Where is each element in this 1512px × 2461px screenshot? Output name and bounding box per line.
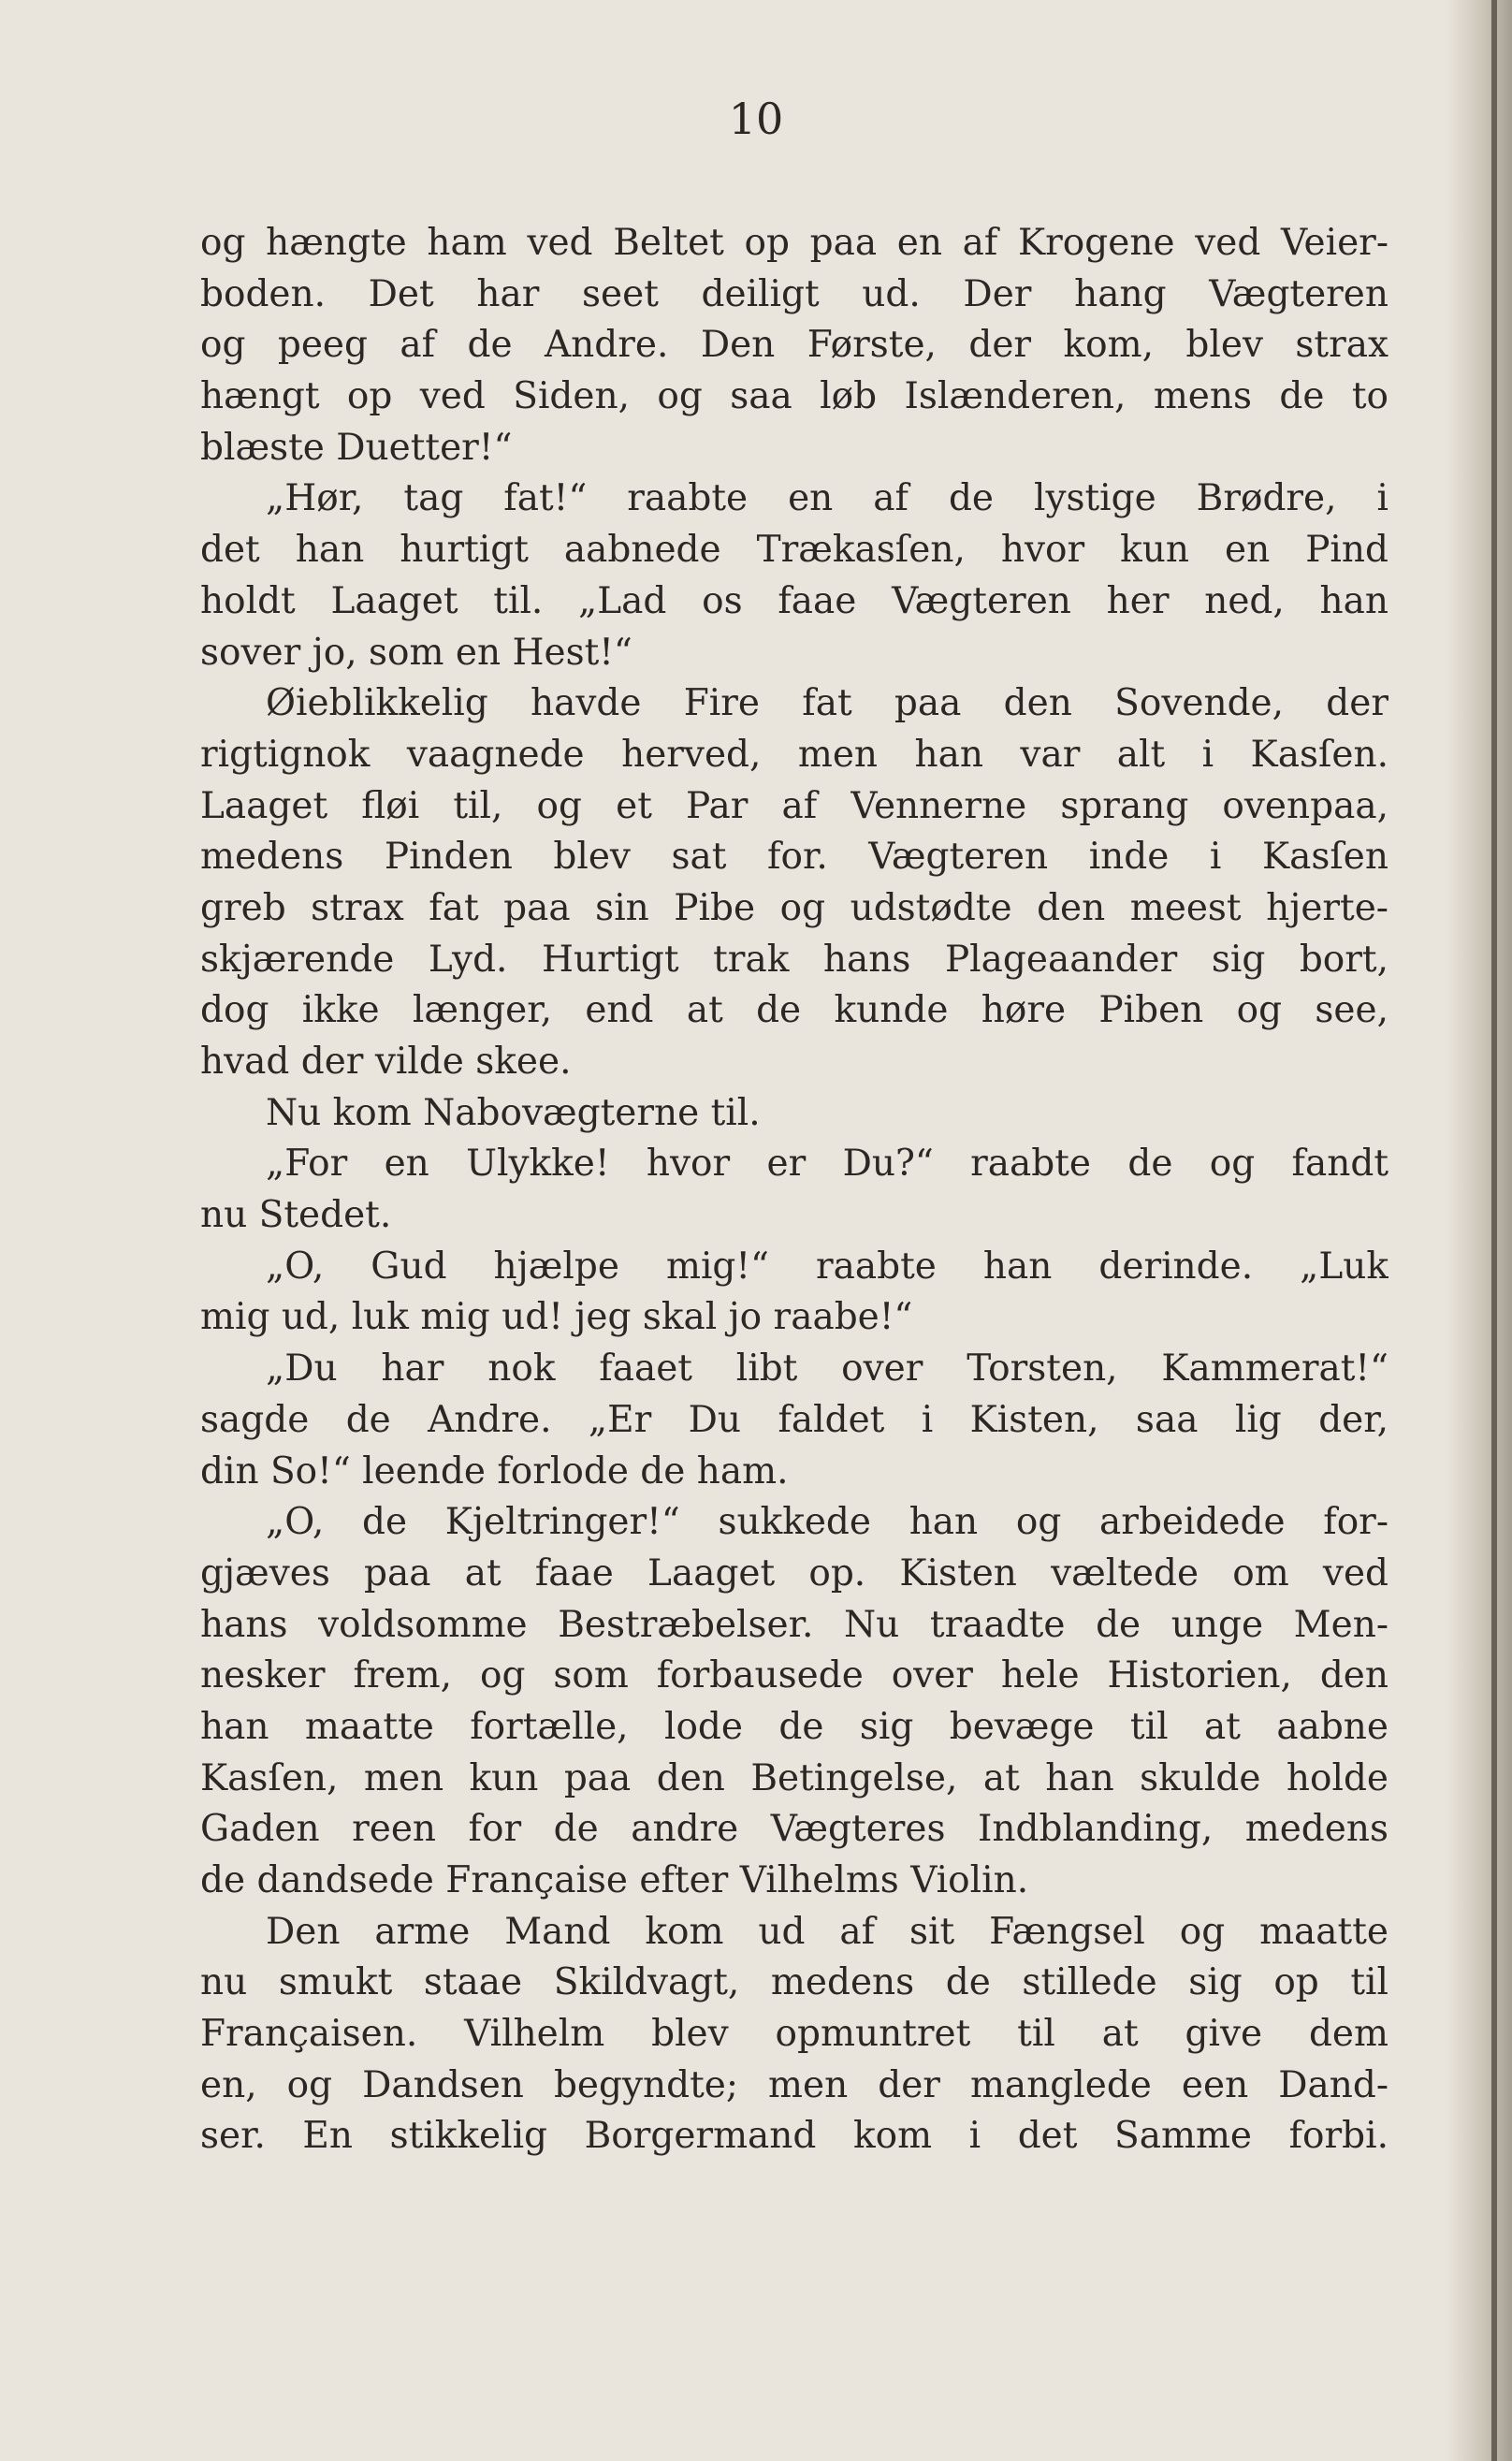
- text-line: Françaisen. Vilhelm blev opmuntret til at give dem: [200, 2013, 1388, 2056]
- text-line: han maatte fortælle, lode de sig bevæge til at aabne: [200, 1705, 1388, 1748]
- text-line: hans voldsomme Bestræbelser. Nu traadte de unge Men-: [200, 1603, 1388, 1646]
- text-line: Kasſen, men kun paa den Betingelse, at han skulde holde: [200, 1756, 1388, 1799]
- text-line: en, og Dandsen begyndte; men der manglede een Dand-: [200, 2063, 1388, 2106]
- text-line: hængt op ved Siden, og saa løb Islænderen, mens de to: [200, 375, 1388, 418]
- page-edge: [1491, 0, 1497, 2461]
- text-line: nesker frem, og som forbausede over hele Historien, den: [200, 1654, 1388, 1697]
- text-line: „Du har nok faaet libt over Torsten, Kammerat!“: [266, 1347, 1388, 1391]
- text-line: og hængte ham ved Beltet op paa en af Krogene ved Veier-: [200, 222, 1388, 264]
- text-line: medens Pinden blev sat for. Vægteren inde i Kasſen: [200, 836, 1388, 879]
- text-line: mig ud, luk mig ud! jeg skal jo raabe!“: [200, 1296, 913, 1339]
- text-line: sover jo, som en Hest!“: [200, 631, 632, 674]
- text-line: nu smukt staae Skildvagt, medens de stillede sig op til: [200, 1961, 1388, 2004]
- page-number: 10: [728, 94, 784, 144]
- text-line: hvad der vilde skee.: [200, 1041, 572, 1083]
- text-line: Laaget fløi til, og et Par af Vennerne sprang ovenpaa,: [200, 784, 1388, 827]
- text-line: de dandsede Française efter Vilhelms Violin.: [200, 1859, 1029, 1901]
- text-line: Nu kom Nabovægterne til.: [266, 1091, 761, 1134]
- text-line: nu Stedet.: [200, 1194, 392, 1237]
- text-line: Gaden reen for de andre Vægteres Indblanding, medens: [200, 1808, 1388, 1851]
- text-line: greb strax fat paa sin Pibe og udstødte den meest hjerte-: [200, 886, 1388, 929]
- body-text: [200, 218, 1388, 2162]
- text-line: boden. Det har seet deiligt ud. Der hang Vægteren: [200, 272, 1388, 315]
- text-line: skjærende Lyd. Hurtigt trak hans Plageaander sig bort,: [200, 938, 1388, 981]
- text-line: din So!“ leende forlode de ham.: [200, 1449, 789, 1493]
- page-gutter-shadow: [1447, 0, 1512, 2461]
- text-line: og peeg af de Andre. Den Første, der kom, blev strax: [200, 324, 1388, 367]
- text-line: blæste Duetter!“: [200, 426, 513, 469]
- text-line: „Hør, tag fat!“ raabte en af de lystige Brødre, i: [266, 477, 1388, 520]
- text-line: ser. En stikkelig Borgermand kom i det Samme forbi.: [200, 2115, 1388, 2158]
- text-line: rigtignok vaagnede herved, men han var alt i Kasſen.: [200, 733, 1388, 776]
- text-line: Den arme Mand kom ud af sit Fængsel og maatte: [266, 1910, 1388, 1953]
- text-line: holdt Laaget til. „Lad os faae Vægteren her ned, han: [200, 579, 1388, 622]
- text-line: „O, de Kjeltringer!“ sukkede han og arbeidede for-: [266, 1501, 1388, 1544]
- text-line: det han hurtigt aabnede Trækasſen, hvor kun en Pind: [200, 529, 1388, 572]
- text-line: „O, Gud hjælpe mig!“ raabte han derinde. „Luk: [266, 1245, 1388, 1288]
- text-line: Øieblikkelig havde Fire fat paa den Sovende, der: [266, 682, 1388, 725]
- text-line: dog ikke længer, end at de kunde høre Piben og see,: [200, 989, 1388, 1032]
- text-line: „For en Ulykke! hvor er Du?“ raabte de og fandt: [266, 1143, 1388, 1186]
- text-line: gjæves paa at faae Laaget op. Kisten væltede om ved: [200, 1551, 1388, 1595]
- text-line: sagde de Andre. „Er Du faldet i Kisten, saa lig der,: [200, 1398, 1388, 1441]
